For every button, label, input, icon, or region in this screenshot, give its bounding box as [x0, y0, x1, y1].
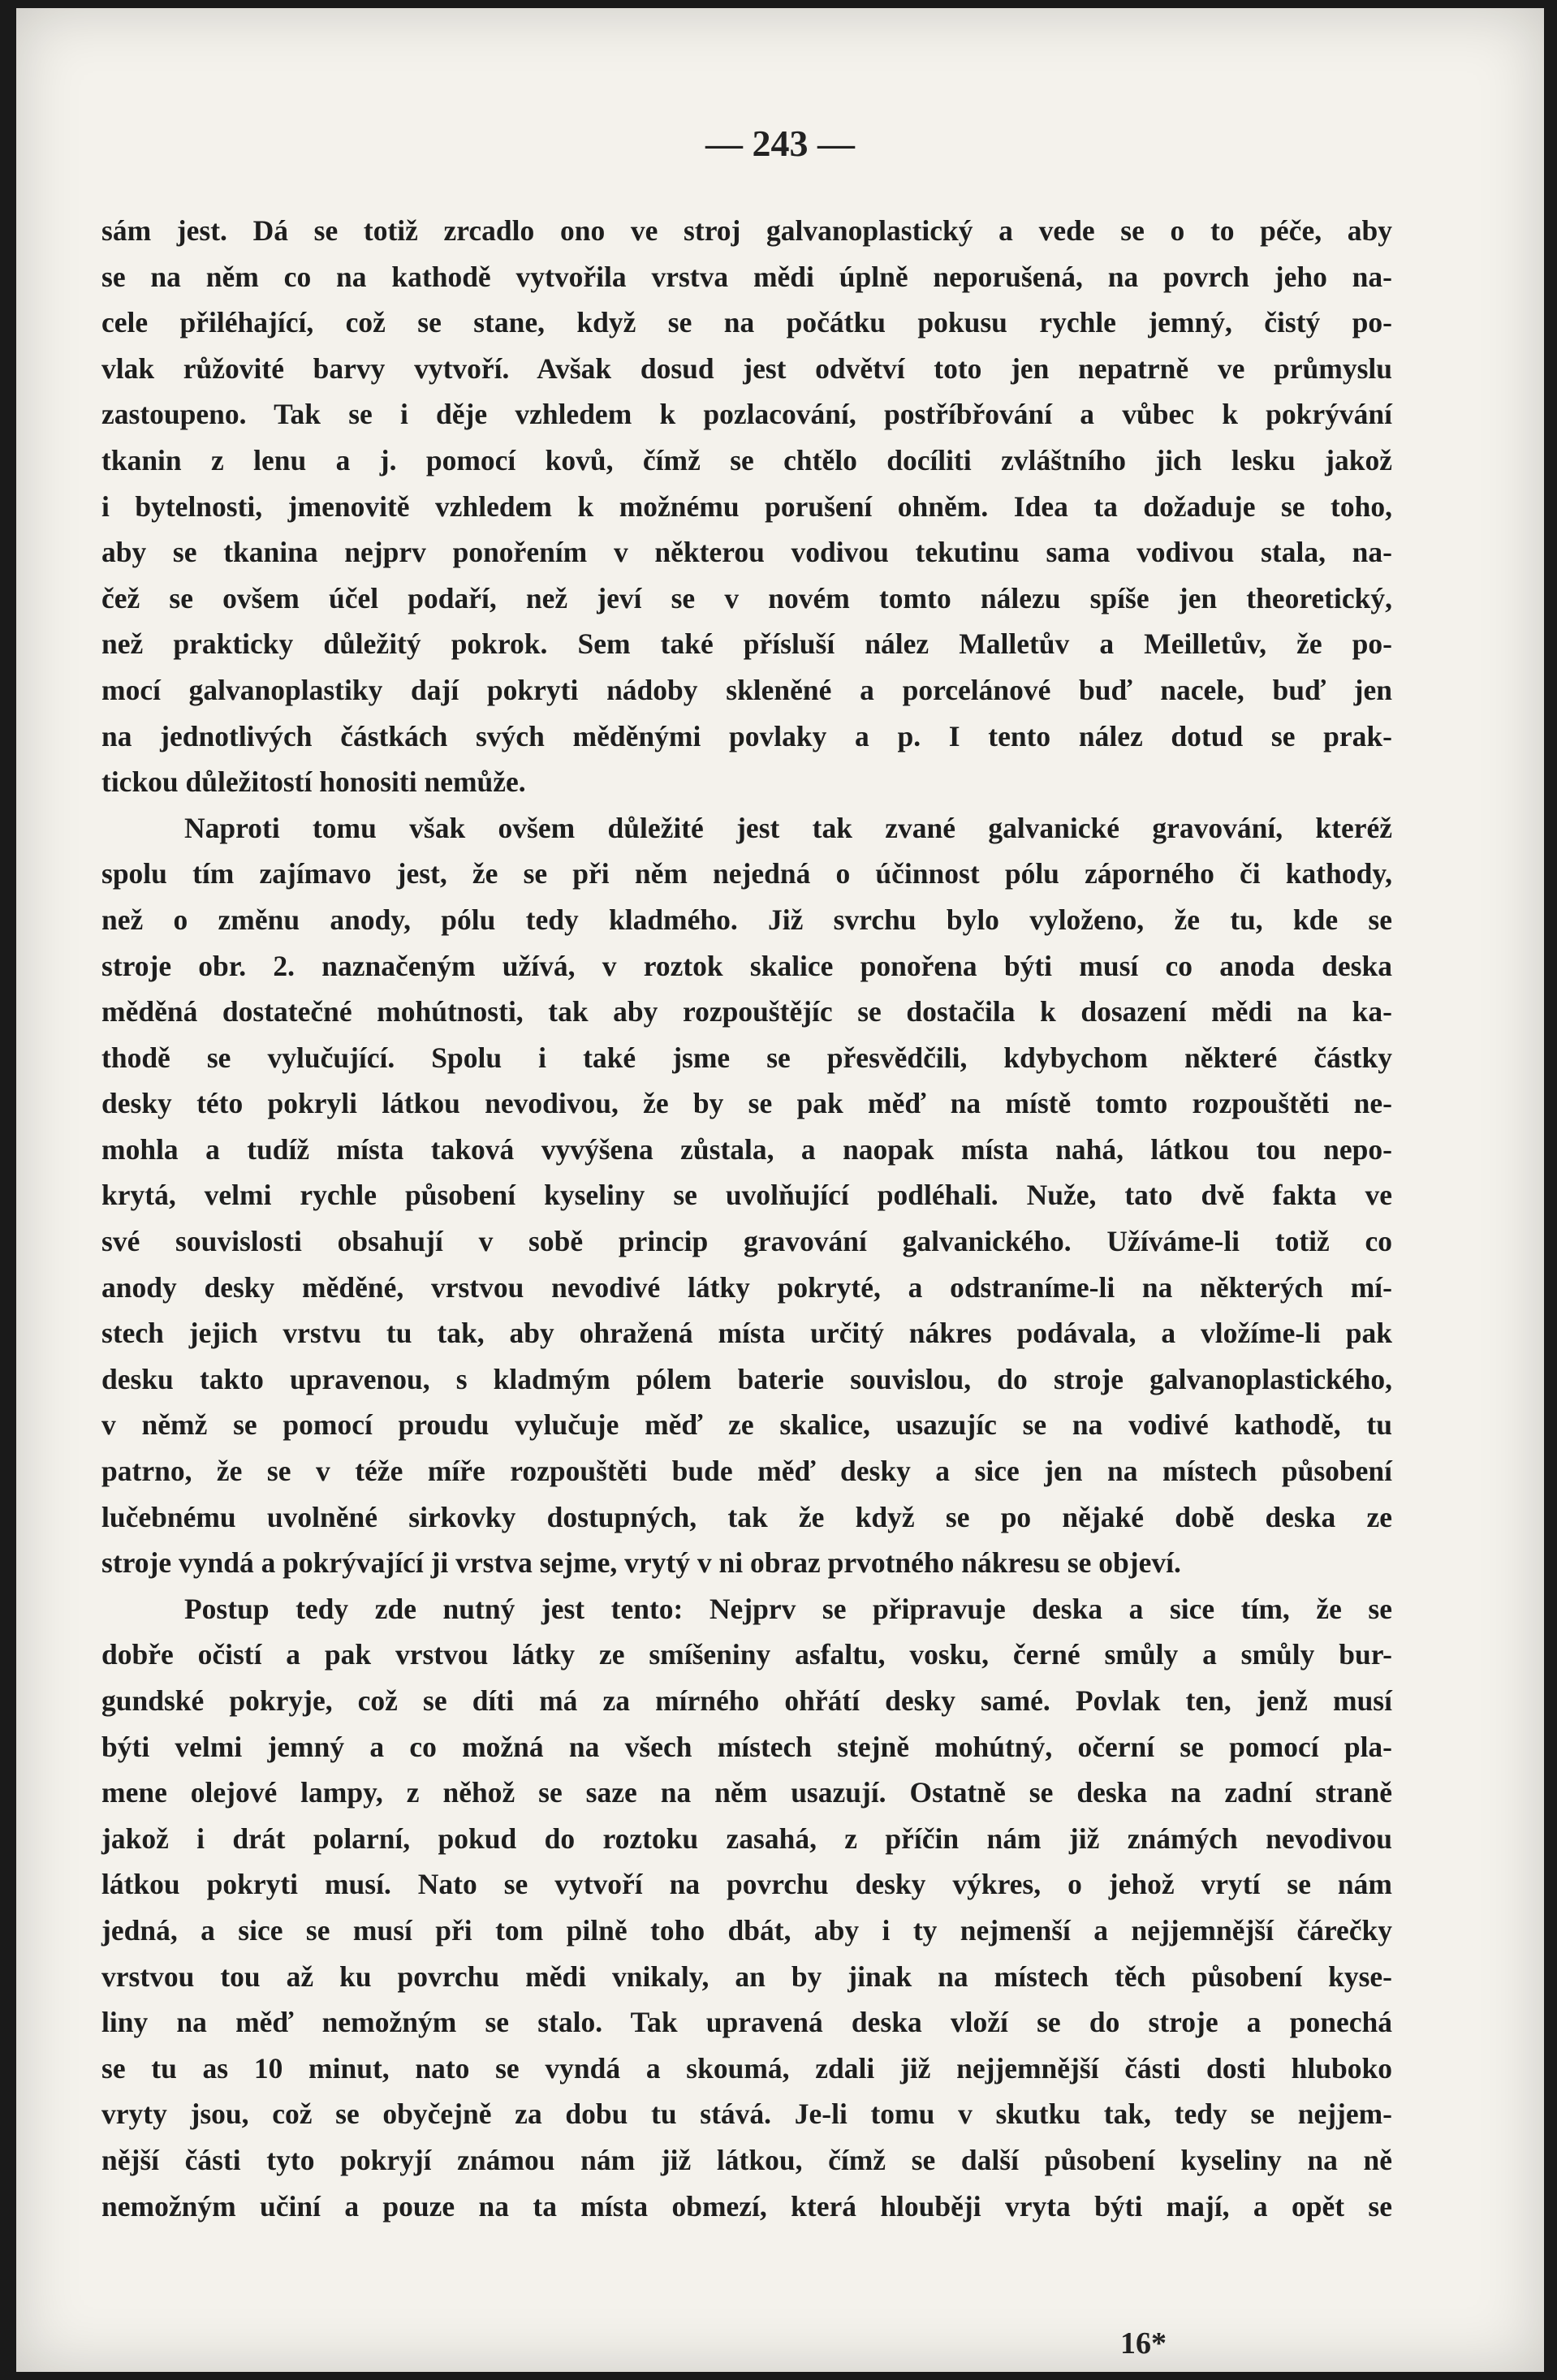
- text-line: vryty jsou, což se obyčejně za dobu tu stává. Je-li tomu v skutku tak, tedy se nejjem-: [101, 2098, 1392, 2131]
- text-line: tkanin z lenu a j. pomocí kovů, čímž se chtělo docíliti zvláštního jich lesku jakož: [101, 443, 1392, 476]
- text-line: se tu as 10 minut, nato se vyndá a skoumá, zdali již nejjemnější části dosti hluboko: [101, 2051, 1392, 2085]
- text-line: stech jejich vrstvu tu tak, aby ohražená místa určitý nákres podávala, a vložíme-li pak: [101, 1317, 1392, 1350]
- book-page: [16, 8, 1544, 2372]
- text-line: Naproti tomu však ovšem důležité jest tak zvané galvanické gravování, kteréž: [184, 811, 1392, 844]
- text-line: lučebnému uvolněné sirkovky dostupných, tak že když se po nějaké době deska ze: [101, 1500, 1392, 1533]
- text-line: thodě se vylučující. Spolu i také jsme se přesvědčili, kdybychom některé částky: [101, 1041, 1392, 1074]
- text-line: se na něm co na kathodě vytvořila vrstva mědi úplně neporušená, na povrch jeho na-: [101, 260, 1392, 293]
- text-line: mohla a tudíž místa taková vyvýšena zůstala, a naopak místa nahá, látkou tou nepo-: [101, 1132, 1392, 1166]
- text-line: aby se tkanina nejprv ponořením v některou vodivou tekutinu sama vodivou stala, na-: [101, 536, 1392, 569]
- text-line: jedná, a sice se musí při tom pilně toho dbát, aby i ty nejmenší a nejjemnější čárečky: [101, 1913, 1392, 1947]
- body-text: [101, 208, 1392, 2275]
- text-line: na jednotlivých částkách svých měděnými povlaky a p. I tento nález dotud se prak-: [101, 719, 1392, 752]
- text-line: desku takto upravenou, s kladmým pólem baterie souvislou, do stroje galvanoplastického,: [101, 1362, 1392, 1395]
- text-line: i bytelnosti, jmenovitě vzhledem k možnému porušení ohněm. Idea ta dožaduje se toho,: [101, 489, 1392, 523]
- signature-mark: 16*: [1120, 2326, 1167, 2361]
- text-line: než prakticky důležitý pokrok. Sem také přísluší nález Malletův a Meilletův, že po-: [101, 627, 1392, 661]
- text-line: liny na měď nemožným se stalo. Tak upravená deska vloží se do stroje a ponechá: [101, 2006, 1392, 2039]
- text-line: sám jest. Dá se totiž zrcadlo ono ve stroj galvanoplastický a vede se o to péče, aby: [101, 214, 1392, 247]
- text-line: cele přiléhající, což se stane, když se na počátku pokusu rychle jemný, čistý po-: [101, 306, 1392, 339]
- page-number: — 243 —: [705, 123, 855, 164]
- text-line: než o změnu anody, pólu tedy kladmého. Již svrchu bylo vyloženo, že tu, kde se: [101, 903, 1392, 936]
- text-line: čež se ovšem účel podaří, než jeví se v novém tomto nálezu spíše jen theoretický,: [101, 581, 1392, 614]
- text-line: [101, 2229, 1392, 2275]
- text-line: mocí galvanoplastiky dají pokryti nádoby skleněné a porcelánové buď nacele, buď jen: [101, 673, 1392, 706]
- text-line: látkou pokryti musí. Nato se vytvoří na povrchu desky výkres, o jehož vrytí se nám: [101, 1868, 1392, 1901]
- text-line: měděná dostatečné mohútnosti, tak aby rozpouštějíc se dostačila k dosazení mědi na ka-: [101, 995, 1392, 1028]
- text-line: nemožným učiní a pouze na ta místa obmezí, která hlouběji vryta býti mají, a opět se: [101, 2189, 1392, 2223]
- text-line: své souvislosti obsahují v sobě princip gravování galvanického. Užíváme-li totiž co: [101, 1225, 1392, 1258]
- text-line: stroje obr. 2. naznačeným užívá, v roztok skalice ponořena býti musí co anoda deska: [101, 949, 1392, 982]
- text-line: krytá, velmi rychle působení kyseliny se uvolňující podléhali. Nuže, tato dvě fakta ve: [101, 1179, 1392, 1212]
- text-line: býti velmi jemný a co možná na všech místech stejně mohútný, očerní se pomocí pla-: [101, 1730, 1392, 1763]
- text-line: stroje vyndá a pokrývající ji vrstva sejme, vrytý v ni obraz prvotného nákresu se objeví.: [101, 1546, 1181, 1580]
- text-line: dobře očistí a pak vrstvou látky ze smíšeniny asfaltu, vosku, černé smůly a smůly bur-: [101, 1638, 1392, 1671]
- text-line: spolu tím zajímavo jest, že se při něm nejedná o účinnost pólu záporného či kathody,: [101, 857, 1392, 890]
- text-line: vlak růžovité barvy vytvoří. Avšak dosud jest odvětví toto jen nepatrně ve průmyslu: [101, 351, 1392, 385]
- text-line: mene olejové lampy, z něhož se saze na něm usazují. Ostatně se deska na zadní straně: [101, 1776, 1392, 1809]
- text-line: nější části tyto pokryjí známou nám již látkou, čímž se další působení kyseliny na ně: [101, 2143, 1392, 2176]
- text-line: desky této pokryli látkou nevodivou, že by se pak měď na místě tomto rozpouštěti ne-: [101, 1087, 1392, 1120]
- text-line: jakož i drát polarní, pokud do roztoku zasahá, z příčin nám již známých nevodivou: [101, 1822, 1392, 1855]
- text-line: vrstvou tou až ku povrchu mědi vnikaly, an by jinak na místech těch působení kyse-: [101, 1960, 1392, 1993]
- text-line: zastoupeno. Tak se i děje vzhledem k pozlacování, postříbřování a vůbec k pokrývání: [101, 398, 1392, 431]
- text-line: Postup tedy zde nutný jest tento: Nejprv se připravuje deska a sice tím, že se: [184, 1592, 1392, 1625]
- text-line: gundské pokryje, což se díti má za mírného ohřátí desky samé. Povlak ten, jenž musí: [101, 1684, 1392, 1717]
- text-line: patrno, že se v téže míře rozpouštěti bude měď desky a sice jen na místech působení: [101, 1455, 1392, 1488]
- text-line: tickou důležitostí honositi nemůže.: [101, 765, 526, 799]
- text-line: v němž se pomocí proudu vylučuje měď ze skalice, usazujíc se na vodivé kathodě, tu: [101, 1408, 1392, 1442]
- text-line: anody desky měděné, vrstvou nevodivé látky pokryté, a odstraníme-li na některých mí-: [101, 1270, 1392, 1304]
